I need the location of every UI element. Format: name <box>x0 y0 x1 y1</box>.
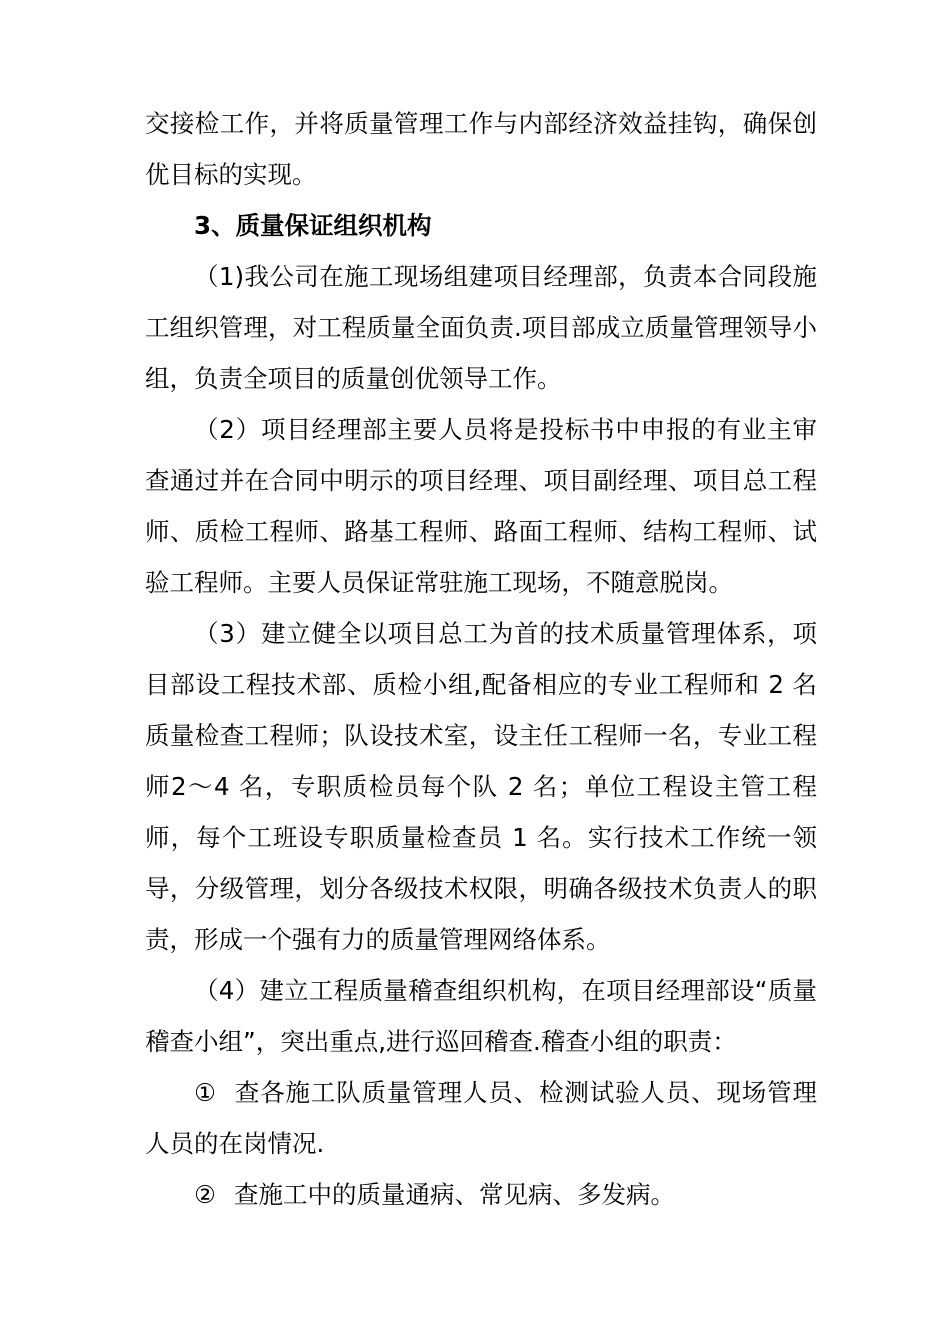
list-item-1 <box>145 1067 817 1169</box>
paragraph-4: （4）建立工程质量稽查组织机构，在项目经理部设“质量稽查小组”，突出重点,进行巡回稽查.稽查小组的职责： <box>145 976 817 1056</box>
paragraph-1: （1)我公司在施工现场组建项目经理部，负责本合同段施工组织管理，对工程质量全面负责.项目部成立质量管理领导小组，负责全项目的质量创优领导工作。 <box>145 262 817 393</box>
paragraph-continuation: 交接检工作，并将质量管理工作与内部经济效益挂钩，确保创优目标的实现。 <box>145 109 817 189</box>
list-marker-1: ① <box>194 1078 216 1107</box>
list-item-1-text: 查各施工队质量管理人员、检测试验人员、现场管理人员的在岗情况. <box>145 1078 817 1158</box>
list-item-2 <box>145 1169 817 1220</box>
paragraph-2: （2）项目经理部主要人员将是投标书中申报的有业主审查通过并在合同中明示的项目经理、项目副经理、项目总工程师、质检工程师、路基工程师、路面工程师、结构工程师、试验工程师。主要人员保证常驻施工现场，不随意脱岗。 <box>145 415 817 597</box>
list-item-2-text: 查施工中的质量通病、常见病、多发病。 <box>234 1180 675 1209</box>
section-heading: 3、质量保证组织机构 <box>194 211 432 240</box>
paragraph-3: （3）建立健全以项目总工为首的技术质量管理体系，项目部设工程技术部、质检小组,配备相应的专业工程师和 2 名质量检查工程师；队设技术室，设主任工程师一名，专业工程师2～4 名，专职质检员每个队 2 名；单位工程设主管工程师，每个工班设专职质量检查员 1 名。实行技术工作统一领导，分级管理，划分各级技术权限，明确各级技术负责人的职责，形成一个强有力的质量管理网络体系。 <box>145 619 817 954</box>
document-body <box>145 98 817 1220</box>
list-marker-2: ② <box>194 1180 216 1209</box>
